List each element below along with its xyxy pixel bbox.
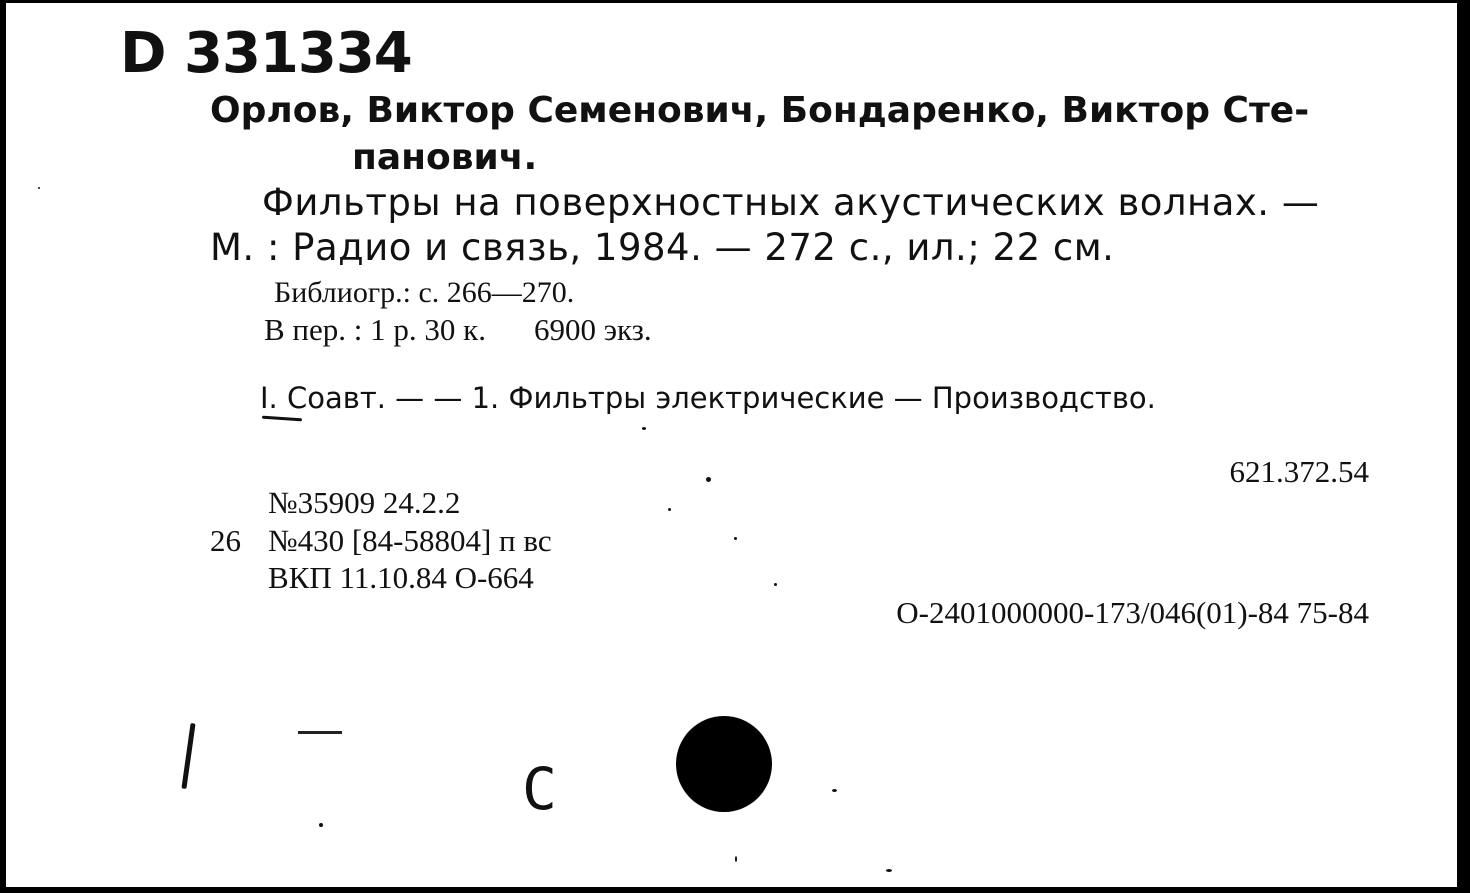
handwritten-stroke <box>181 723 195 789</box>
bibliography-note: Библиогр.: с. 266—270. <box>274 276 575 309</box>
handwritten-letter: С <box>522 755 557 823</box>
classification-code: О-2401000000-173/046(01)-84 75-84 <box>896 595 1369 630</box>
ink-speck <box>886 869 892 872</box>
ink-speck <box>734 537 737 540</box>
handwritten-underline <box>262 416 302 422</box>
copies-count: 6900 экз. <box>533 312 652 347</box>
ink-speck <box>642 427 646 430</box>
vkp-line: ВКП 11.10.84 О-664 <box>268 560 534 595</box>
ink-speck <box>832 789 837 792</box>
price-line <box>264 312 652 348</box>
book-title: Фильтры на поверхностных акустических волнах. — <box>262 181 1320 224</box>
ink-speck <box>38 187 40 189</box>
imprint-line: М. : Радио и связь, 1984. — 272 с., ил.; 22 см. <box>210 226 1115 269</box>
authors-line-1: Орлов, Виктор Семенович, Бондаренко, Виктор Сте- <box>210 90 1310 131</box>
ink-speck <box>774 583 777 586</box>
handwritten-dash <box>298 731 342 734</box>
udc-code: 621.372.54 <box>1229 454 1369 489</box>
ink-speck <box>319 823 323 827</box>
punch-hole <box>676 716 772 812</box>
sheet-number: 26 <box>210 523 241 558</box>
call-number: D 331334 <box>120 21 412 86</box>
ink-speck <box>735 856 737 862</box>
tracing-line: I. Соавт. — — 1. Фильтры электрические — Производство. <box>260 381 1156 415</box>
ink-speck <box>668 508 671 511</box>
authors-line-2: панович. <box>352 137 538 178</box>
catalog-card <box>6 3 1457 887</box>
order-number-2: №430 [84-58804] п вс <box>268 523 552 558</box>
order-number-1: №35909 24.2.2 <box>268 485 461 520</box>
ink-speck <box>706 477 711 482</box>
binding-price: В пер. : 1 р. 30 к. <box>264 312 486 347</box>
